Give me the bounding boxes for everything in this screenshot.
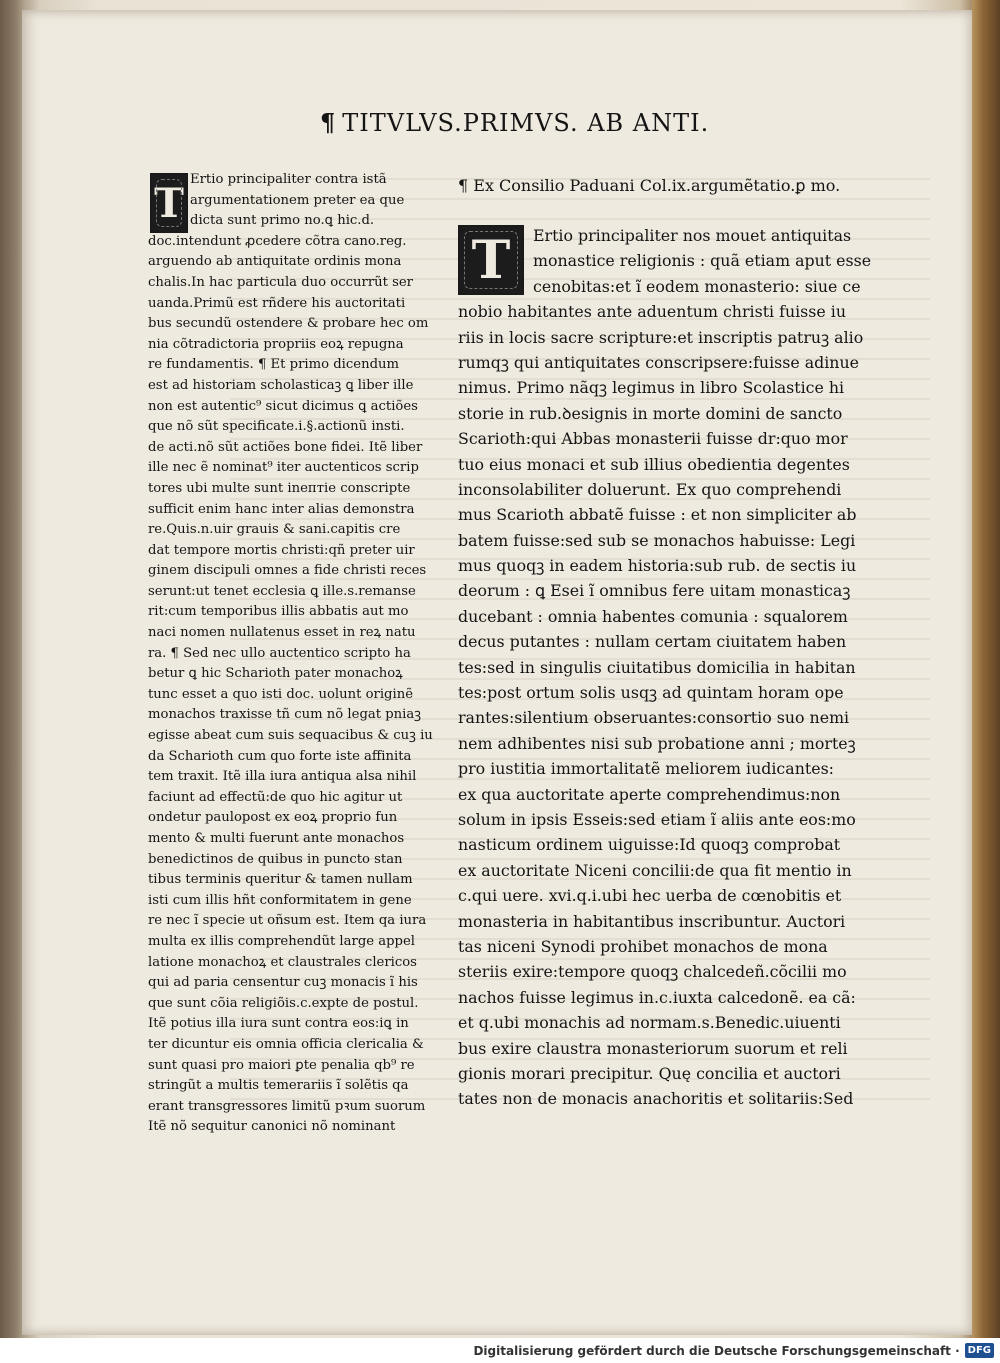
left-column-line: ter dicuntur eis omnia officia clericalia & [148,1036,424,1052]
right-column-line: c.qui uere. xvi.q.i.ubi hec uerba de cœnobitis et [458,886,842,906]
right-column-line: nem adhibentes nisi sub probatione anni ; morteꝫ [458,733,856,753]
left-column-line: Itẽ potius illa iura sunt contra eos:iꝗ in [148,1016,409,1032]
page-edge [972,0,1000,1338]
header-title-text: TITVLVS.PRIMVS. AB ANTI. [342,109,710,137]
right-column-line: storie in rub.ꝺesignis in morte domini de sancto [458,403,843,423]
left-column-line: serunt:ut tenet ecclesia ꝗ ille.s.remanse [148,583,416,599]
left-column-line: stringũt a multis temerariis ĩ solẽtis qa [148,1078,409,1094]
left-column-line: ondetur paulopost ex eoꝝ proprio fun [148,810,398,826]
dfg-logo: DFG [965,1343,994,1358]
right-column-line: bus exire claustra monasteriorum suorum et reli [458,1038,848,1058]
page-header [320,108,710,137]
right-column-line: steriis exire:tempore quoqꝫ chalcedeñ.cõcilii mo [458,962,847,982]
left-column-line: chalis.In hac particula duo occurrũt ser [148,274,413,290]
right-column-line: ducebant : omnia habentes comunia : squalorem [458,606,848,626]
right-column-line: tes:post ortum solis usqꝫ ad quintam horam ope [458,683,844,703]
footer-text: Digitalisierung gefördert durch die Deutsche Forschungsgemeinschaft · [473,1343,960,1358]
initial-letter: T [471,229,511,291]
pilcrow-icon: ¶ [320,108,337,137]
left-column-line: re nec ĩ specie ut oñsum est. Item qa iura [148,913,427,929]
left-column-line: ginem discipuli omnes a fide christi reces [148,563,427,579]
right-column-line: et q.ubi monachis ad normam.s.Benedic.uiuenti [458,1013,841,1033]
right-column-rubric: ¶ Ex Consilio Paduani Col.ix.argumẽtatio.ꝑ mo. [458,176,841,195]
right-column-line: batem fuisse:sed sub se monachos habuisse: Legi [458,530,856,550]
right-column-line: monastice religionis : quã etiam aput esse [533,251,872,271]
left-column-line: dat tempore mortis christi:qñ preter uir [148,542,415,558]
left-column-line: arguendo ab antiquitate ordinis mona [148,254,402,270]
left-column-line: Itẽ nõ sequitur canonici nõ nominant [148,1119,396,1135]
left-column-line: uanda.Primũ est rñdere his auctoritati [148,295,406,311]
left-column-line: re.Quis.n.uir grauis & sani.capitis cre [148,522,401,538]
right-column-line: mus Scarioth abbatẽ fuisse : et non simpliciter ab [458,505,857,525]
right-column-line: deorum : ꝗ Esei ĩ omnibus fere uitam monasticaꝫ [458,581,851,601]
right-column-line: tuo eius monaci et sub illius obedientia degentes [458,454,850,474]
left-column-line: doc.intendunt ꝓcedere cõtra cano.reg. [148,233,407,249]
right-column-line: inconsolabiliter doluerunt. Ex quo comprehendi [458,479,842,499]
right-column-line: ex qua auctoritate aperte comprehendimus:non [458,784,841,804]
right-column-line: monasteria in habitantibus inscribuntur. Auctori [458,911,846,931]
left-column-line: re fundamentis. ¶ Et primo dicendum [148,357,400,373]
left-column-line: tores ubi multe sunt inептie conscripte [148,480,411,496]
right-column-line: nasticum ordinem uiguisse:Id quoqꝫ comprobat [458,835,841,855]
right-column-line: solum in ipsis Esseis:sed etiam ĩ aliis ante eos:mo [458,809,856,829]
left-column-line: ille nec ẽ nominat⁹ iter auctenticos scrip [148,460,419,476]
left-column-line: tem traxit. Itẽ illa iura antiqua alsa nihil [148,769,417,785]
right-column-line: decus putantes : nullam certam ciuitatem haben [458,632,847,652]
right-column-line: gionis morari precipitur. Quę concilia et auctori [458,1063,841,1083]
right-column-line: tes:sed in singulis ciuitatibus domicilia in habitan [458,657,856,677]
left-column-line: Ertio principaliter contra istã [190,172,387,187]
initial-letter: T [154,179,184,227]
right-column-line: mus quoqꝫ in eadem historia:sub rub. de sectis iu [458,556,857,576]
left-column-line: isti cum illis hñt conformitatem in gene [148,892,412,908]
left-column-line: naci nomen nullatenus esset in reꝝ natu [148,625,416,641]
right-column-line: nimus. Primo nãqꝫ legimus in libro Scolastice hi [458,378,845,398]
left-column-line: monachos traxisse tñ cum nõ legat pniaꝫ [148,707,421,723]
footer-bar [0,1338,1000,1363]
left-column [148,170,458,1138]
right-column-line: Scarioth:qui Abbas monasterii fuisse dr:quo mor [458,429,848,449]
left-column-line: sunt quasi pro maiori ꝑte penalia qb⁹ re [148,1057,415,1073]
left-column-line: bus secundũ ostendere & probare hec om [148,316,429,332]
right-column-line: pro iustitia immortalitatẽ meliorem iudicantes: [458,759,834,779]
right-column-line: ex auctoritate Niceni concilii:de qua fit mentio in [458,860,852,880]
left-column-line: benedictinos de quibus in puncto stan [148,851,403,867]
left-column-line: non est autentic⁹ sicut dicimus ꝗ actiões [148,398,418,414]
left-column-line: latione monachoꝝ et claustrales clericos [148,954,417,970]
right-column-line: Ertio principaliter nos mouet antiquitas [533,226,852,245]
left-column-line: est ad historiam scholasticaꝫ ꝗ liber ille [148,377,414,393]
left-column-line: nia cõtradictoria propriis eoꝝ repugna [148,336,404,352]
left-column-line: qui ad paria censentur cuꝫ monacis ĩ his [148,975,418,991]
right-column-line: nobio habitantes ante aduentum christi fuisse iu [458,302,846,322]
left-column-line: que sunt cõia religiõis.c.expte de postul. [148,995,419,1011]
left-column-line: tibus terminis queritur & tamen nullam [148,872,413,888]
left-column-line: ra. ¶ Sed nec ullo auctentico scripto ha [148,645,411,661]
left-column-line: erant transgressores limitũ pꝛum suorum [148,1098,426,1114]
left-column-line: da Scharioth cum quo forte iste affinita [148,748,412,764]
left-column-line: egisse abeat cum suis sequacibus & cuꝫ iu [148,728,433,744]
left-column-line: sufficit enim hanc inter alias demonstra [148,501,415,517]
left-column-line: que nõ sũt specificate.i.§.actionũ insti. [148,419,405,435]
left-column-line: tunc esset a quo isti doc. uolunt originẽ [148,686,414,702]
left-column-line: de acti.nõ sũt actiões bone fidei. Itẽ liber [148,439,423,455]
left-column-line: faciunt ad effectũ:de quo hic agitur ut [148,789,403,805]
right-column [458,173,883,1112]
left-column-line: betur ꝗ hic Scharioth pater monachoꝝ [148,666,403,682]
right-column-line: tates non de monacis anachoritis et solitariis:Sed [458,1089,854,1109]
right-column-line: rumqꝫ qui antiquitates conscripsere:fuisse adinue [458,352,860,372]
right-column-line: nachos fuisse legimus in.c.iuxta calcedonẽ. ea cã: [458,987,856,1007]
left-column-line: mento & multi fuerunt ante monachos [148,831,405,846]
left-column-line: multa ex illis comprehendũt large appel [148,933,416,949]
left-column-line: rit:cum temporibus illis abbatis aut mo [148,604,409,620]
right-column-line: rantes:silentium obseruantes:consortio suo nemi [458,708,850,728]
right-column-line: tas niceni Synodi prohibet monachos de mona [458,936,828,956]
right-column-line: riis in locis sacre scripture:et inscriptis patruꝫ alio [458,327,864,347]
right-column-line: cenobitas:et ĩ eodem monasterio: siue ce [533,276,861,296]
left-column-line: dicta sunt primo no.ꝗ hic.d. [190,213,375,229]
left-column-line: argumentationem preter ea que [190,192,405,208]
